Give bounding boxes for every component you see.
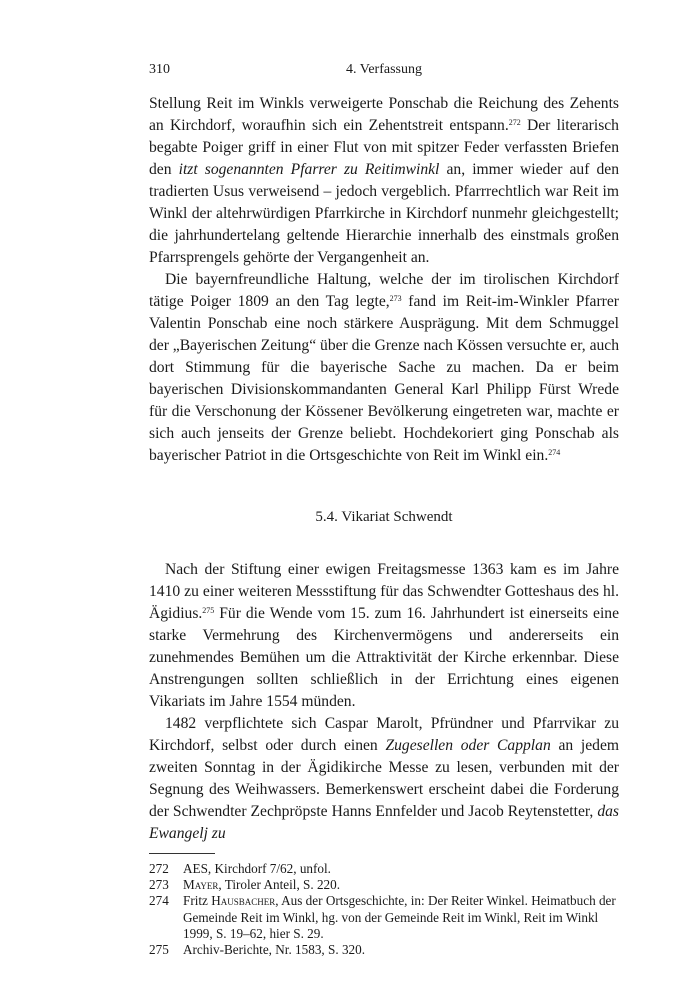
page-number: 310 (149, 62, 170, 77)
footnotes (149, 861, 619, 958)
italic-quote: Zugesellen oder Capplan (385, 737, 551, 754)
footnote-author: Mayer (183, 877, 219, 893)
footnote-number: 273 (149, 877, 169, 893)
paragraph: Die bayernfreundliche Haltung, welche der im tirolischen Kirchdorf tätige Poiger 1809 an den Tag legte,$^{273}$ fand im Reit-im-Winkler Pfarrer Valentin Ponschab eine noch stärkere Ausprägung. Mit dem Schmuggel der „Bayerischen Zeitung“ über die Grenze nach Kössen versuchte er, auch dort Stimmung für die bayerische Sache zu machen. Da er beim bayerischen Divisionskommandanten General Karl Philipp Fürst Wrede für die Verschonung der Kössener Bevölkerung eingetreten war, machte er sich auch jenseits der Grenze beliebt. Hochdekoriert ging Ponschab als bayerischer Patriot in die Ortsgeschichte von Reit im Winkl ein.$^{274}$ (149, 271, 620, 464)
chapter-title: 4. Verfassung (346, 62, 422, 77)
section-heading: 5.4. Vikariat Schwendt (315, 509, 453, 525)
footnote-ref[interactable]: 273 (389, 294, 402, 304)
footnote (149, 942, 619, 958)
footnote-text: , Aus der Ortsgeschichte, in: Der Reiter Winkel. Heimatbuch der Gemeinde Reit im Winkl, hg. von der Gemeinde Reit im Winkl, Reit im Winkl 1999, S. 19–62, hier S. 29. (183, 893, 616, 941)
footnote-ref[interactable]: 275 (202, 606, 215, 616)
main-text (149, 559, 619, 845)
footnote-text: Fritz (183, 893, 212, 909)
footnote-ref[interactable]: 274 (548, 448, 561, 458)
running-head (149, 62, 619, 84)
footnote-divider (149, 853, 215, 854)
paragraph: 1482 verpflichtete sich Caspar Marolt, Pfründner und Pfarrvikar zu Kirchdorf, selbst oder durch einen Zugesellen oder Capplan an jedem zweiten Sonntag in der Ägidikirche Messe zu lesen, verbunden mit der Segnung des Weihwassers. Bemerkenswert erscheint dabei die Forderung der Schwendter Zechpröpste Hanns Ennfelder und Jacob Reytenstetter, das Ewangelj zu (149, 715, 619, 842)
footnote-text: Archiv-Berichte, Nr. 1583, S. 320. (183, 942, 366, 958)
footnote-text: , Tiroler Anteil, S. 220. (218, 877, 341, 893)
footnote (149, 877, 619, 893)
italic-quote: itzt sogenannten Pfarrer zu Reitimwinkl (178, 161, 440, 178)
footnote-number: 275 (149, 942, 169, 958)
footnote-author: Hausbacher (211, 893, 276, 909)
italic-quote: das Ewangelj zu (149, 803, 619, 842)
main-text (149, 93, 619, 467)
footnote-ref[interactable]: 272 (508, 118, 521, 128)
footnote (149, 861, 619, 877)
footnote-text: AES, Kirchdorf 7/62, unfol. (183, 861, 331, 876)
footnote-number: 274 (149, 893, 169, 909)
paragraph: Nach der Stiftung einer ewigen Freitagsmesse 1363 kam es im Jahre 1410 zu einer weiteren Messstiftung für das Schwendter Gotteshaus des hl. Ägidius.$^{275}$ Für die Wende vom 15. zum 16. Jahrhundert ist einerseits eine starke Vermehrung des Kirchenvermögens und andererseits ein zunehmendes Bemühen um die Attraktivität der Kirche erkennbar. Diese Anstrengungen sollten schließlich in der Errichtung eines eigenen Vikariats im Jahre 1554 münden. (149, 561, 619, 710)
paragraph: Stellung Reit im Winkls verweigerte Ponschab die Reichung des Zehents an Kirchdorf, woraufhin sich ein Zehentstreit entspann.$^{272}$ Der literarisch begabte Poiger griff in einer Flut von mit spitzer Feder verfassten Briefen den itzt sogenannten Pfarrer zu Reitimwinkl an, immer wieder auf den tradierten Usus verweisend – jedoch vergeblich. Pfarrrechtlich war Reit im Winkl der altehrwürdigen Pfarrkirche in Kirchdorf nunmehr gleichgestellt; die jahrhundertelang geltende Hierarchie innerhalb des einstmals großen Pfarrsprengels gehörte der Vergangenheit an. (149, 95, 620, 266)
footnote (149, 893, 619, 942)
footnote-number: 272 (149, 861, 169, 876)
book-page (149, 62, 619, 958)
